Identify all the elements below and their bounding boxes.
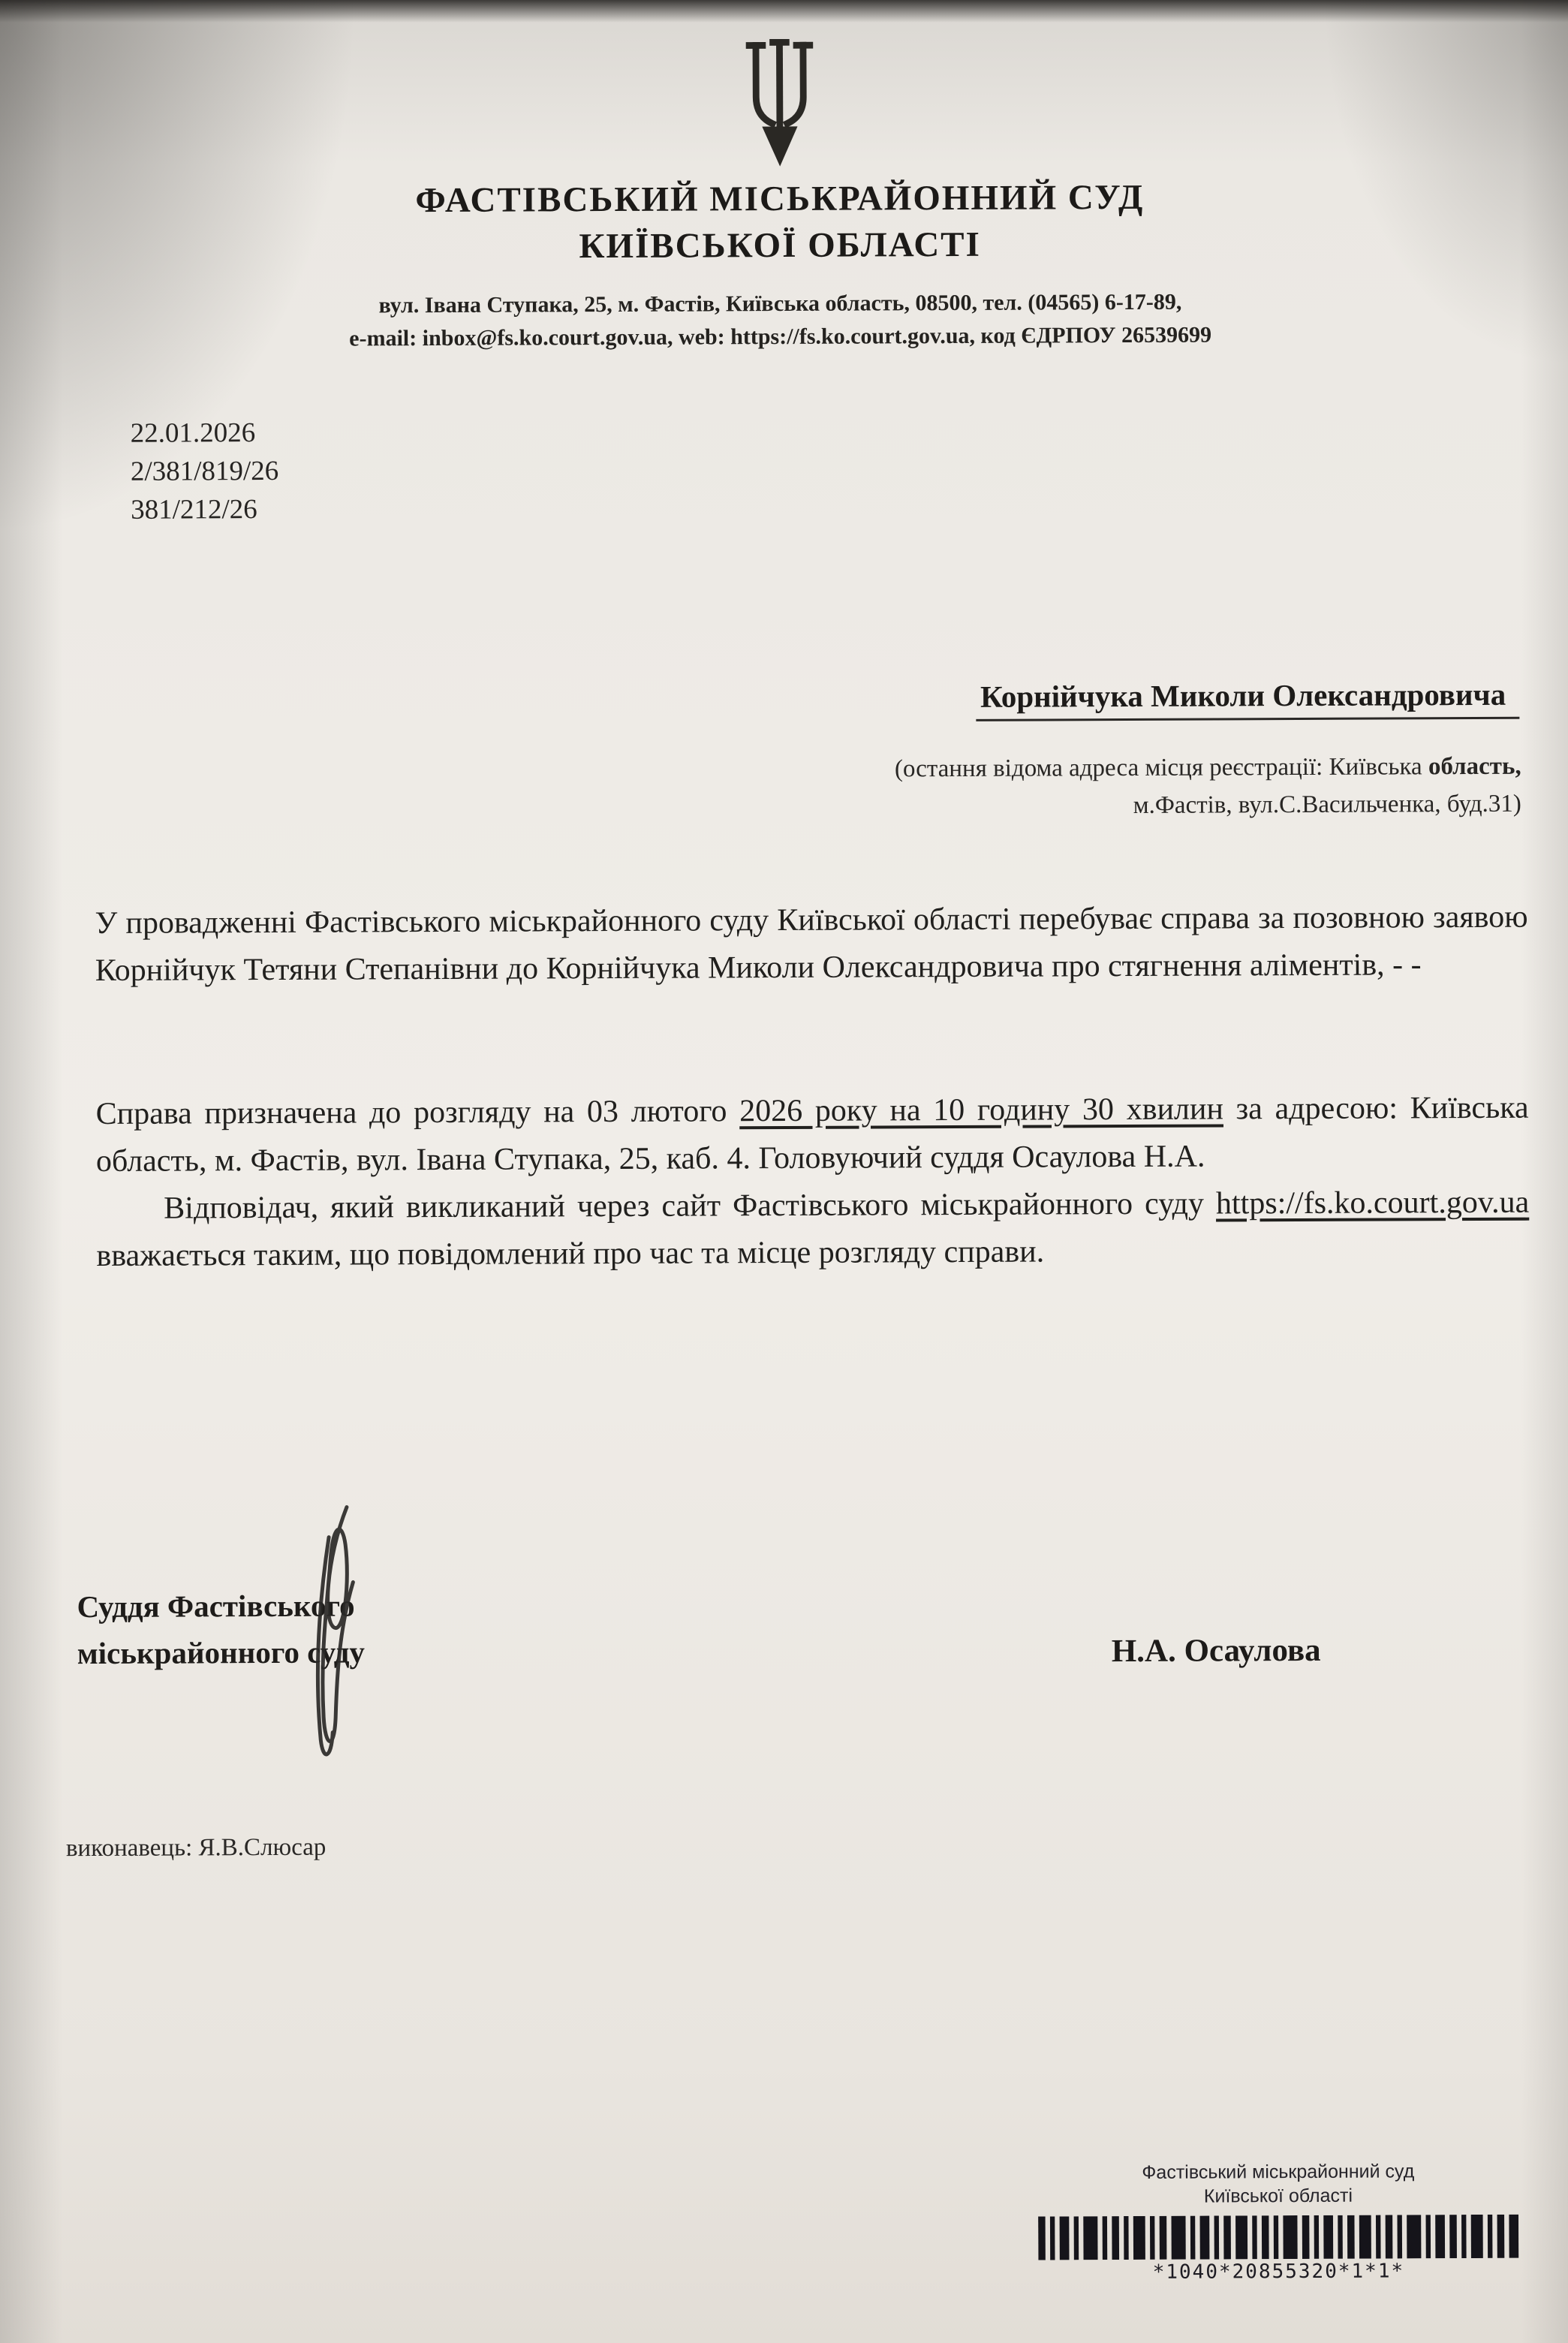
- address-note-normal: (остання відома адреса місця реєстрації: Київська: [894, 753, 1428, 783]
- paragraph-hearing: [96, 1085, 1530, 1185]
- registration-stamp: [1038, 2159, 1519, 2284]
- court-website-url: https://fs.ko.court.gov.ua: [1215, 1185, 1530, 1221]
- judge-signature: [281, 1492, 402, 1778]
- hearing-text-start: Справа призначена до розгляду на 03 лютого: [95, 1094, 740, 1131]
- ukraine-trident-emblem: [735, 33, 824, 178]
- stamp-court-region: Київської області: [1203, 2185, 1353, 2207]
- court-contact-line: e-mail: inbox@fs.ko.court.gov.ua, web: https://fs.ko.court.gov.ua, код ЄДРПОУ 26539699: [349, 322, 1212, 351]
- paragraph-case-info: У провадженні Фастівського міськрайонного суду Київської області перебуває справа за позовною заявою Корнійчук Тетяни Степанівни до Корнійчука Миколи Олександровича про стягнення аліментів, - -: [95, 899, 1528, 989]
- paragraph-notice: [96, 1179, 1530, 1280]
- court-region: КИЇВСЬКОЇ ОБЛАСТІ: [579, 224, 981, 267]
- addressee-address-note: [895, 748, 1521, 826]
- judge-title-line1: Суддя Фастівського: [77, 1588, 355, 1625]
- outgoing-number: 381/212/26: [131, 494, 257, 526]
- hearing-datetime: 2026 року на 10 годину 30 хвилин: [739, 1092, 1224, 1129]
- judge-name: Н.А. Осаулова: [1111, 1632, 1321, 1670]
- address-note-line2: м.Фастів, вул.С.Васильченка, буд.31): [1133, 790, 1521, 819]
- letter-date: 22.01.2026: [130, 417, 256, 449]
- case-number: 2/381/819/26: [130, 455, 279, 487]
- barcode-number: *1040*20855320*1*1*: [1152, 2260, 1405, 2284]
- stamp-court-name: Фастівський міськрайонний суд: [1142, 2161, 1415, 2183]
- addressee-name: Корнійчука Миколи Олександровича: [976, 676, 1519, 721]
- address-note-bold: область,: [1428, 752, 1521, 781]
- executor-line: виконавець: Я.В.Слюсар: [65, 1833, 327, 1863]
- barcode: [1038, 2215, 1518, 2260]
- court-address-line: вул. Івана Ступака, 25, м. Фастів, Київська область, 08500, тел. (04565) 6-17-89,: [378, 289, 1182, 318]
- address-note-line1: [895, 748, 1521, 788]
- judge-title-line2: міськрайонного суду: [77, 1634, 366, 1671]
- hearing-text-end: за адресою: Київська область, м. Фастів, вул. Івана Ступака, 25, каб. 4. Головуючий суддя Осаулова Н.А.: [95, 1090, 1529, 1179]
- signature-row: [2, 1486, 1568, 1884]
- court-name: ФАСТІВСЬКИЙ МІСЬКРАЙОННИЙ СУД: [415, 177, 1145, 221]
- notice-text-end: вважається таким, що повідомлений про час та місце розгляду справи.: [96, 1234, 1045, 1273]
- reference-block: [131, 414, 279, 529]
- letter-body: [95, 894, 1529, 1280]
- notice-text-start: Відповідач, який викликаний через сайт Фастівського міськрайонного суду: [164, 1186, 1217, 1226]
